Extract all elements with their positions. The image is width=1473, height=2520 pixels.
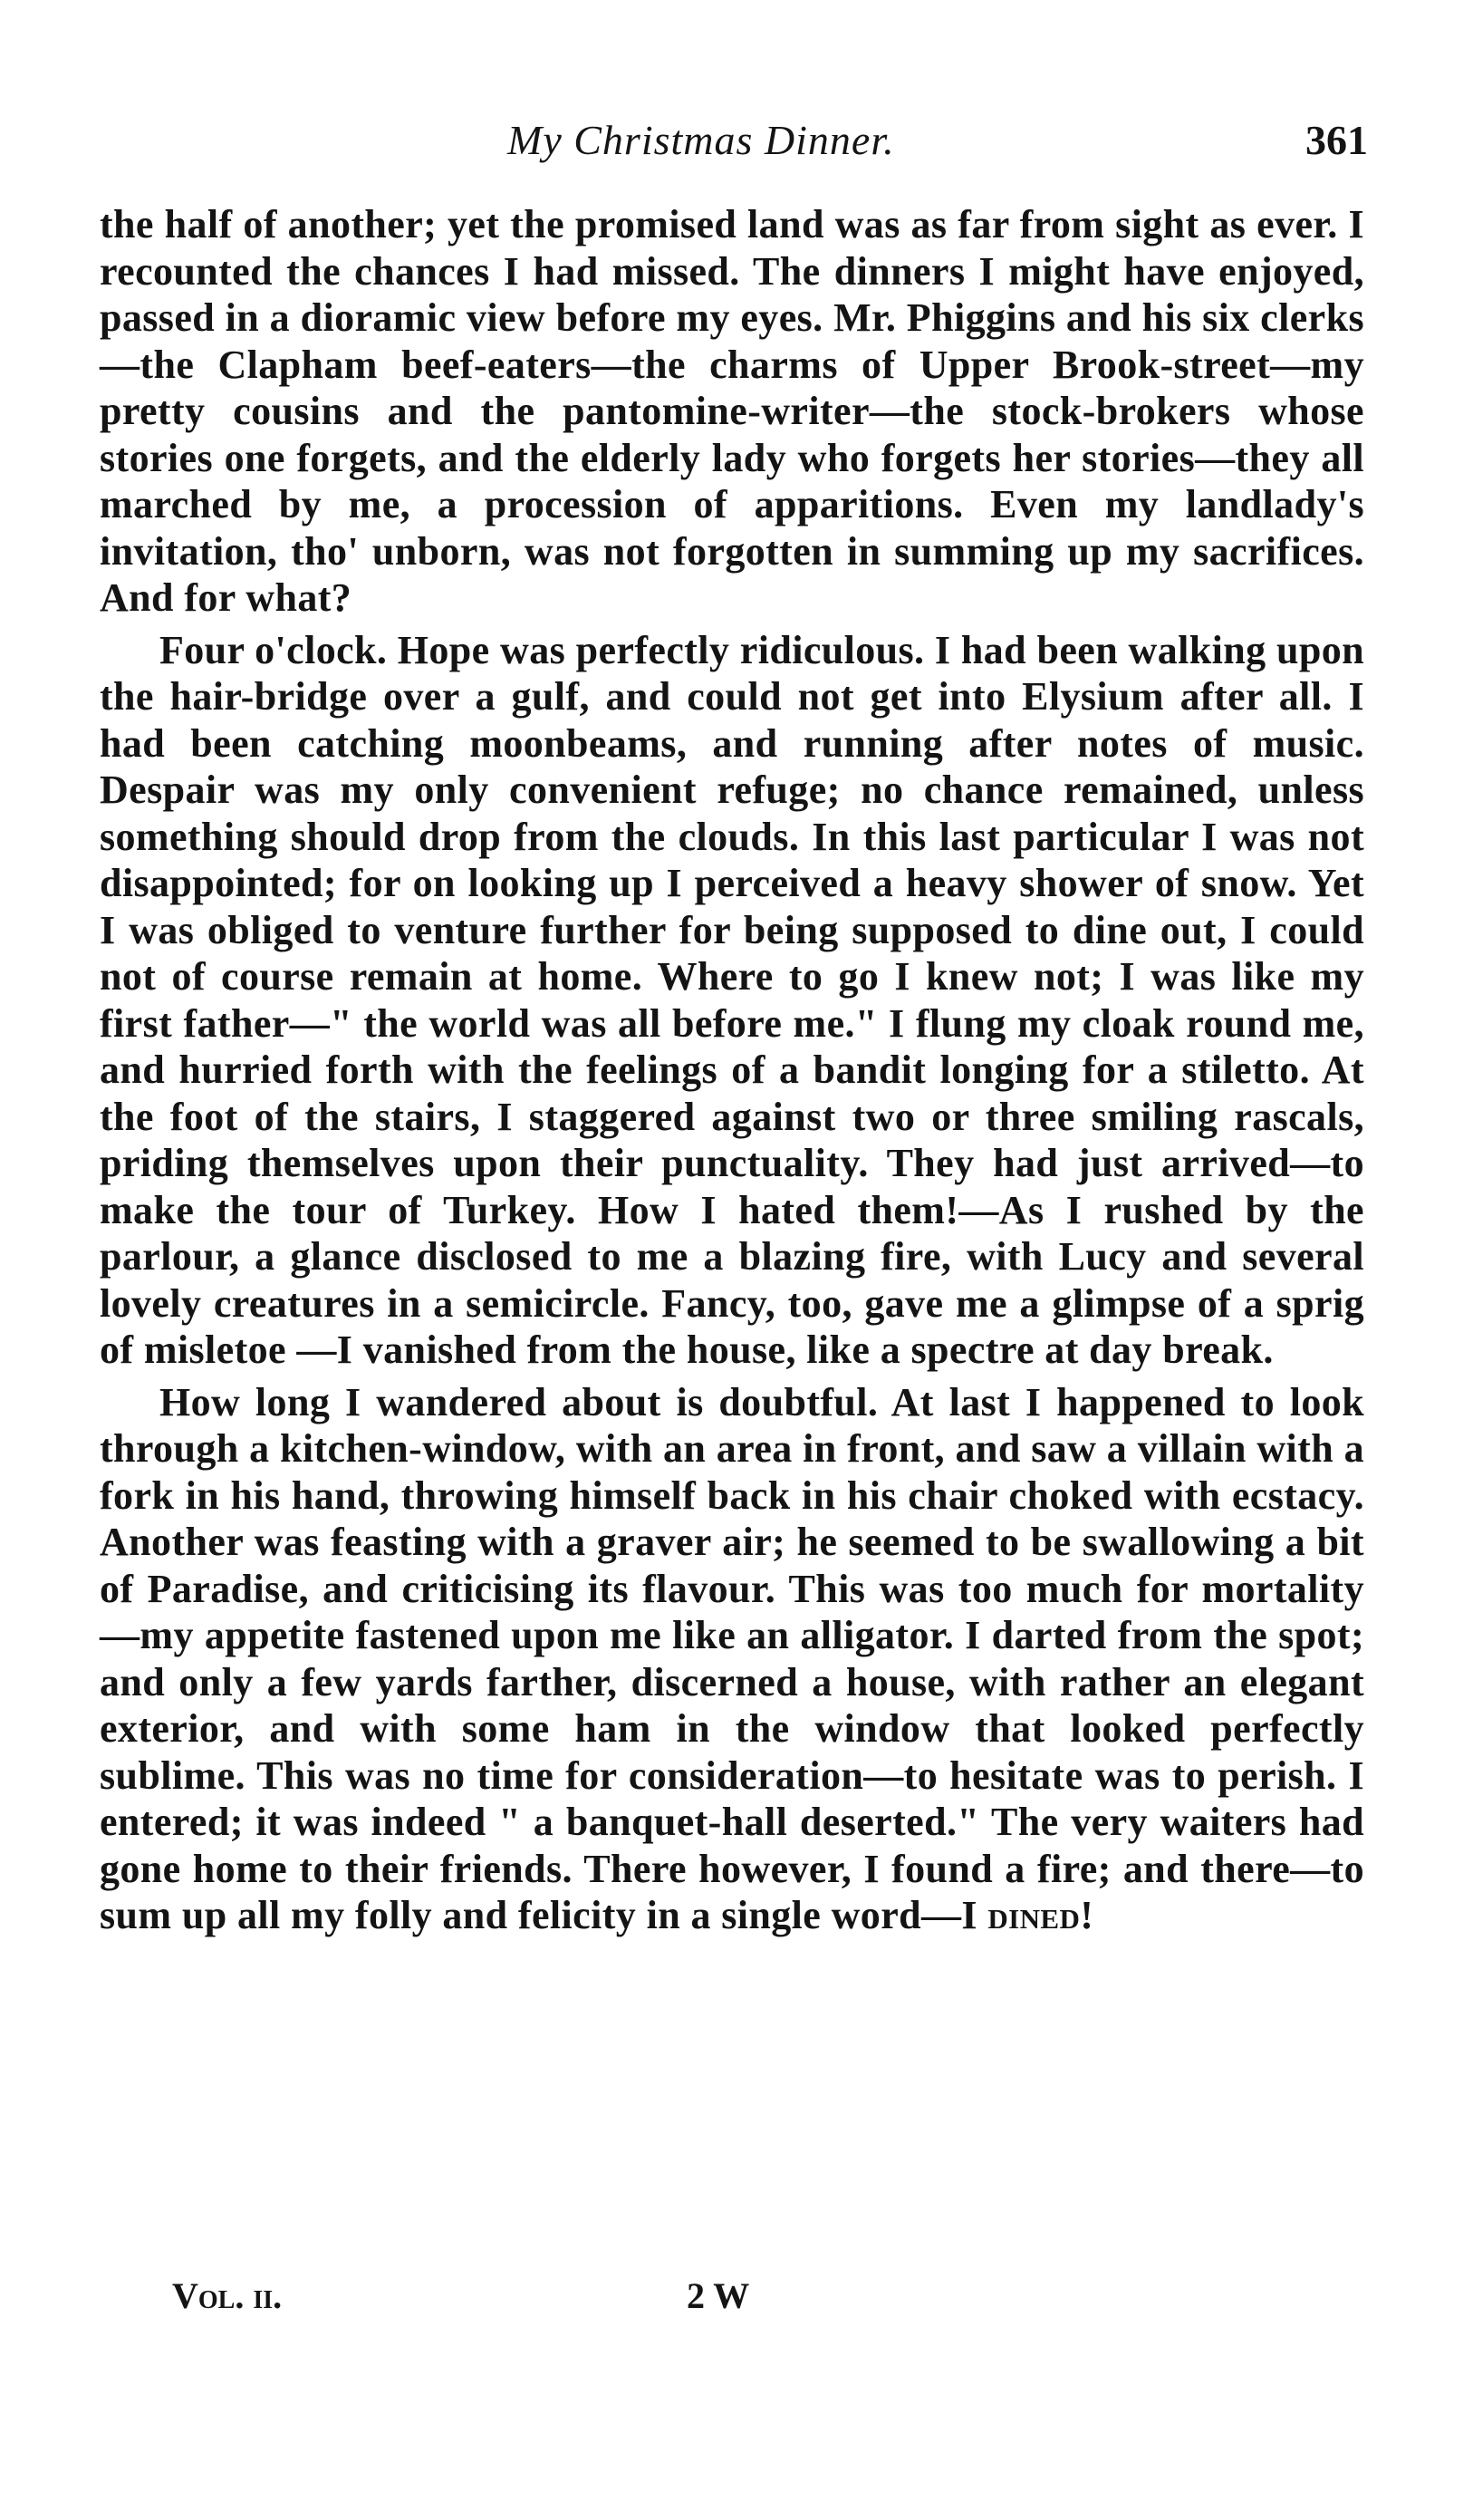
final-punctuation: ! xyxy=(1080,1893,1094,1937)
paragraph-1: the half of another; yet the promised land was as far from sight as ever. I recounted the chances I had missed. The dinners I might have enjoyed, passed in a dioramic view before my eyes. Mr. Phiggins and his six clerks—the Clapham beef-eaters—the charms of Upper Brook-street—my pretty cousins and the pantomine-writer—the stock-brokers whose stories one forgets, and the elderly lady who forgets her stories—they all marched by me, a procession of apparitions. Even my landlady's invitation, tho' unborn, was not forgotten in summing up my sacrifices. And for what? xyxy=(100,202,1364,620)
running-title: My Christmas Dinner. xyxy=(507,117,895,163)
signature-mark: 2 W xyxy=(687,2275,750,2316)
volume-mark: Vol. ii. xyxy=(172,2275,283,2316)
body-text xyxy=(100,201,1364,1939)
paragraph-2: Four o'clock. Hope was perfectly ridiculous. I had been walking upon the hair-bridge over a gulf, and could not get into Elysium after all. I had been catching moonbeams, and running after notes of music. Despair was my only convenient refuge; no chance remained, unless something should drop from the clouds. In this last particular I was not disappointed; for on looking up I perceived a heavy shower of snow. Yet I was obliged to venture further for being supposed to dine out, I could not of course remain at home. Where to go I knew not; I was like my first father—" the world was all before me." I flung my cloak round me, and hurried forth with the feelings of a bandit longing for a stiletto. At the foot of the stairs, I staggered against two or three smiling rascals, priding themselves upon their punctuality. They had just arrived—to make the tour of Turkey. How I hated them!—As I rushed by the parlour, a glance disclosed to me a blazing fire, with Lucy and several lovely creatures in a semicircle. Fancy, too, gave me a glimpse of a sprig of misletoe —I vanished from the house, like a spectre at day break. xyxy=(100,627,1364,1372)
final-word: dined xyxy=(987,1893,1081,1937)
paragraph-3-text: How long I wandered about is doubtful. At last I happened to look through a kitchen-window, with an area in front, and saw a villain with a fork in his hand, throwing himself back in his chair choked with ecstacy. Another was feasting with a graver air; he seemed to be swallowing a bit of Paradise, and criticising its flavour. This was too much for mortality—my appetite fastened upon me like an alligator. I darted from the spot; and only a few yards farther, discerned a house, with rather an elegant exterior, and with some ham in the window that looked perfectly sublime. This was no time for consideration—to hesitate was to perish. I entered; it was indeed " a banquet-hall deserted." The very waiters had gone home to their friends. There however, I found a fire; and there—to sum up all my folly and felicity in a single word—I xyxy=(100,1379,1364,1937)
page-footer xyxy=(172,2274,897,2329)
paragraph-3 xyxy=(100,1379,1364,1939)
page-header xyxy=(100,116,1368,179)
page-number: 361 xyxy=(1305,117,1368,163)
